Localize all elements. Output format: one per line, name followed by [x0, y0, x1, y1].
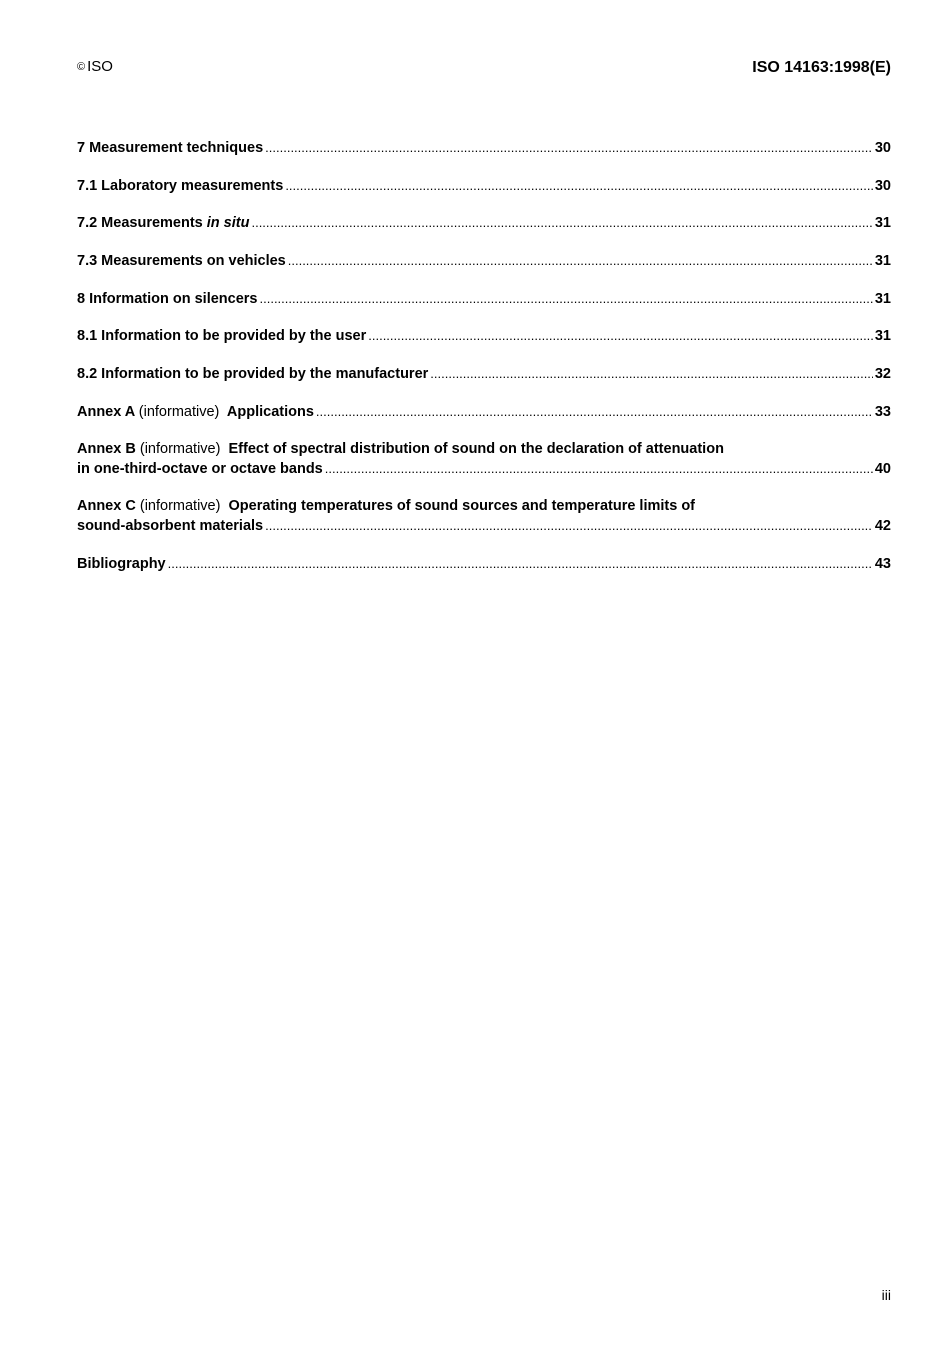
- toc-entry-7[interactable]: [77, 138, 891, 159]
- dot-leader: [288, 251, 873, 271]
- toc-entry-annex-a[interactable]: [77, 402, 891, 423]
- dot-leader: [430, 364, 873, 384]
- annex-title: Applications: [226, 403, 314, 420]
- toc-entry-title: 8 Information on silencers: [77, 290, 258, 307]
- toc-entry-page: 32: [874, 366, 891, 383]
- toc-entry-page: 42: [874, 518, 891, 535]
- dot-leader: [251, 213, 872, 233]
- toc-entry-8[interactable]: [77, 289, 891, 310]
- dot-leader: [325, 459, 873, 479]
- dot-leader: [316, 402, 873, 422]
- toc-entry-title: [77, 497, 695, 517]
- annex-label: Annex B: [77, 440, 136, 457]
- annex-qualifier: (informative): [138, 403, 220, 420]
- copyright-notice: [77, 58, 113, 75]
- toc-entry-7-1[interactable]: [77, 176, 891, 197]
- copyright-holder: ISO: [87, 58, 113, 75]
- toc-entry-title: [77, 440, 724, 460]
- dot-leader: [168, 554, 873, 574]
- toc-entry-page: 33: [874, 403, 891, 420]
- toc-entry-title: 7 Measurement techniques: [77, 140, 264, 156]
- toc-entry-page: 31: [874, 328, 891, 345]
- toc-entry-page: 30: [874, 140, 891, 156]
- toc-entry-annex-c[interactable]: [77, 497, 891, 537]
- toc-entry-page: 31: [874, 253, 891, 270]
- annex-qualifier: (informative): [139, 440, 221, 457]
- dot-leader: [260, 289, 873, 309]
- annex-title-line2: sound-absorbent materials: [77, 518, 264, 535]
- toc-entry-page: 31: [874, 290, 891, 307]
- toc-entry-bibliography[interactable]: [77, 554, 891, 575]
- toc-entry-title: 7.3 Measurements on vehicles: [77, 253, 286, 270]
- table-of-contents: [77, 138, 891, 592]
- dot-leader: [285, 176, 873, 196]
- toc-entry-page: 40: [874, 461, 891, 477]
- toc-entry-title-prefix: 7.2 Measurements: [77, 215, 203, 232]
- toc-entry-title: 8.1 Information to be provided by the user: [77, 328, 367, 345]
- document-id: ISO 14163:1998(E): [752, 59, 891, 76]
- copyright-symbol: ©: [77, 61, 86, 73]
- page-number: iii: [881, 1287, 891, 1303]
- toc-entry-title: [77, 403, 314, 423]
- toc-entry-page: 43: [874, 555, 891, 572]
- annex-qualifier: (informative): [139, 497, 221, 514]
- toc-entry-title: [77, 214, 249, 234]
- toc-entry-8-2[interactable]: [77, 364, 891, 385]
- dot-leader: [265, 138, 873, 158]
- annex-label: Annex A: [77, 403, 135, 420]
- toc-entry-title: Bibliography: [77, 555, 166, 572]
- toc-entry-7-2[interactable]: [77, 213, 891, 234]
- toc-entry-7-3[interactable]: [77, 251, 891, 272]
- annex-title-line1: Operating temperatures of sound sources and temperature limits of: [228, 497, 696, 514]
- toc-entry-8-1[interactable]: [77, 326, 891, 347]
- toc-entry-annex-b[interactable]: [77, 440, 891, 480]
- toc-entry-title-italic: in situ: [206, 215, 250, 232]
- annex-label: Annex C: [77, 497, 136, 514]
- toc-entry-page: 31: [874, 215, 891, 232]
- annex-title-line1: Effect of spectral distribution of sound on the declaration of attenuation: [228, 440, 724, 457]
- toc-entry-page: 30: [874, 177, 891, 194]
- toc-entry-title: 8.2 Information to be provided by the manufacturer: [77, 366, 429, 383]
- dot-leader: [368, 326, 873, 346]
- annex-title-line2: in one-third-octave or octave bands: [77, 461, 323, 477]
- toc-entry-title: 7.1 Laboratory measurements: [77, 177, 284, 194]
- dot-leader: [265, 516, 873, 536]
